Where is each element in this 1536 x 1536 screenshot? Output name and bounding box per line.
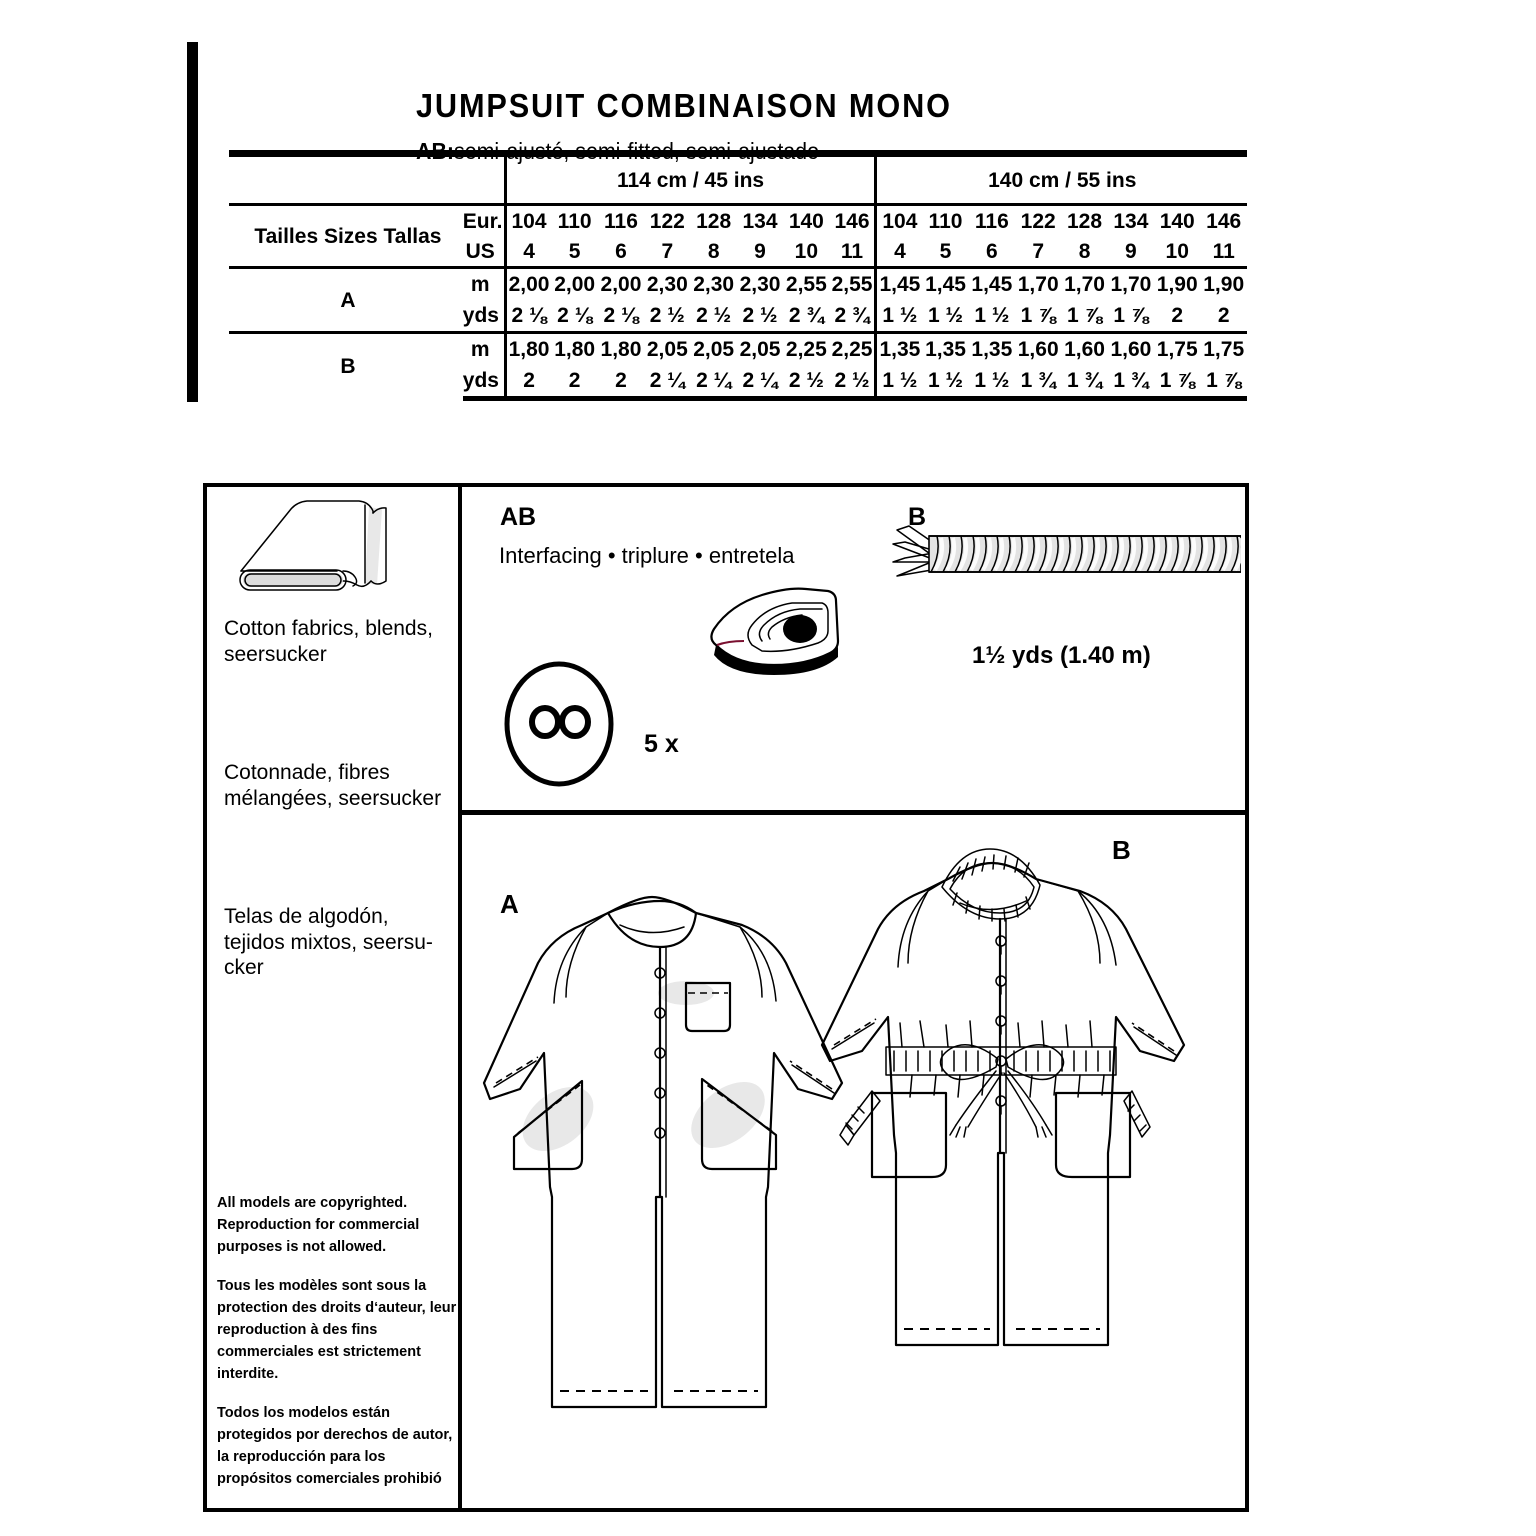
yardage-cell: 2 ½ [696,304,732,327]
yardage-cell: 2,30 [737,268,783,301]
yardage-cell: 1,80 [505,333,551,366]
iron-icon [700,583,852,679]
fabric-suggestion-fr: Cotonnade, fibres mélangées, seersucker [224,761,442,810]
view-label: A [229,268,463,333]
fabric-suggestion-en: Cotton fabrics, blends, seersucker [224,617,433,666]
us-size-cell: 11 [1212,239,1235,263]
yardage-cell: 2 ½ [783,365,829,399]
eur-size-cell: 128 [1061,205,1107,237]
yardage-cell: 1,60 [1061,333,1107,366]
yardage-cell: 1 ¾ [1015,365,1061,399]
us-size-cell: 10 [794,239,819,263]
eur-size-cell: 140 [1154,205,1200,237]
yardage-cell: 1,60 [1015,333,1061,366]
fabric-width-114: 114 cm / 45 ins [505,154,876,205]
yardage-cell: 1 ½ [876,300,922,333]
yardage-cell: 2 ½ [649,304,685,327]
eur-size-cell: 122 [1015,205,1061,237]
us-size-cell: 7 [1032,239,1045,263]
yardage-cell: 2 ⅛ [557,304,593,327]
page-title: JUMPSUIT COMBINAISON MONO [416,87,952,124]
yardage-cell: 2 ¼ [644,365,690,399]
garment-illustrations-panel [462,815,1245,1508]
cord-length-label: 1½ yds (1.40 m) [972,642,1151,669]
yardage-cell: 2,30 [644,268,690,301]
yardage-cell: 2,00 [598,268,644,301]
yardage-cell: 2,05 [644,333,690,366]
yardage-cell: 2 ¼ [737,365,783,399]
eur-size-cell: 128 [690,205,736,237]
yardage-cell: 2,55 [830,268,876,301]
eur-size-cell: 146 [830,205,876,237]
yardage-cell: 1,35 [876,333,922,366]
jumpsuit-view-b-illustration [820,835,1220,1415]
us-size-cell: 4 [876,236,922,268]
unit-yds: yds [462,304,499,327]
copyright-en: All models are copyrighted. Reproduction for commercial purposes is not allowed. [217,1195,420,1256]
us-size-cell: 4 [505,236,551,268]
eur-size-cell: 110 [551,205,597,237]
us-size-cell: 6 [615,239,627,263]
yardage-cell: 2 ⅛ [603,304,639,327]
us-size-cell: 11 [840,239,864,263]
yardage-cell: 1 ⅞ [1067,304,1103,327]
lower-info-panel [203,483,1249,1512]
elastic-cord-icon [889,522,1241,592]
yardage-cell: 2 ½ [742,304,778,327]
yardage-cell: 1,70 [1015,268,1061,301]
button-icon [501,659,617,789]
eur-size-cell: 140 [783,205,829,237]
notions-view-b-label: B [908,503,927,531]
yardage-cell: 1 ½ [922,365,968,399]
yardage-cell: 1,80 [598,333,644,366]
size-row-eur [229,205,1247,237]
fit-description: semi-ajusté, semi-fitted, semi-ajustado [454,138,819,164]
title-block [187,40,1247,164]
yardage-cell: 1 ½ [876,365,922,399]
yardage-cell: 2,25 [830,333,876,366]
eur-size-cell: 122 [644,205,690,237]
yardage-cell: 1 ½ [927,304,964,327]
eur-size-cell: 116 [598,205,644,237]
garment-view-b-label: B [1112,835,1131,865]
fabric-width-header-row [229,154,1247,205]
eur-size-cell: 110 [922,205,968,237]
copyright-fr: Tous les modèles sont sous la protection des droits d‘auteur, leur reproduction à des fins commerciales est strictement interdite. [217,1278,457,1383]
interfacing-label: Interfacing • triplure • entretela [499,543,795,568]
yardage-cell: 2,05 [690,333,736,366]
us-size-cell: 7 [661,239,674,263]
us-size-cell: 5 [939,239,952,263]
yardage-cell: 2 ¼ [690,365,736,399]
size-label: Tailles Sizes Tallas [229,205,463,268]
fabric-bolt-icon [219,493,445,601]
yardage-table [229,150,1247,401]
eur-size-cell: 104 [505,205,551,237]
fabric-width-140: 140 cm / 55 ins [876,154,1247,205]
yardage-cell: 2 [1171,304,1184,327]
yardage-cell: 1 ½ [974,304,1010,327]
unit-yds: yds [463,365,505,399]
yardage-cell: 1,75 [1200,333,1247,366]
view-a-meters-row [229,268,1247,301]
yardage-cell: 1,45 [876,268,922,301]
yardage-cell: 1 ⅞ [1154,365,1200,399]
view-b-meters-row [229,333,1247,366]
yardage-cell: 2 ¾ [788,304,824,327]
yardage-cell: 1,75 [1154,333,1200,366]
yardage-cell: 2,05 [737,333,783,366]
yardage-cell: 1,70 [1108,268,1154,301]
yardage-cell: 2,00 [551,268,597,301]
eur-size-cell: 104 [876,205,922,237]
us-size-cell: 8 [707,239,720,263]
yardage-cell: 2 ⅛ [505,300,551,333]
yardage-cell: 2 [505,365,551,399]
yardage-cell: 2 [551,365,597,399]
yardage-cell: 2,25 [783,333,829,366]
yardage-cell: 2 [598,365,644,399]
eur-size-cell: 116 [969,205,1015,237]
us-size-cell: 9 [1125,239,1137,263]
yardage-cell: 1,35 [922,333,968,366]
yardage-cell: 1,90 [1154,268,1200,301]
fabric-suggestion-es: Telas de algodón, tejidos mixtos, seersu-cker [224,905,433,980]
yardage-cell: 1 ¾ [1108,365,1154,399]
us-size-cell: 8 [1078,239,1091,263]
yardage-cell: 1,45 [969,268,1015,301]
yardage-cell: 1,60 [1108,333,1154,366]
yardage-cell: 1,45 [922,268,968,301]
yardage-cell: 1,80 [551,333,597,366]
fabric-suggestions-column [207,487,462,1508]
notions-views-ab-label: AB [500,503,537,531]
yardage-cell: 2 [1217,304,1230,327]
eur-size-cell: 146 [1200,205,1247,237]
views-prefix: AB: [416,138,455,164]
copyright-block [217,1192,460,1507]
us-size-cell: 6 [986,239,998,263]
yardage-cell: 1 ¾ [1061,365,1107,399]
us-size-cell: 10 [1165,239,1189,263]
us-size-cell: 9 [754,239,766,263]
unit-m: m [463,333,505,366]
yardage-cell: 2,55 [783,268,829,301]
yardage-cell: 1 ⅞ [1200,365,1247,399]
copyright-es: Todos los modelos están protegidos por derechos de autor, la reproducción para los propósitos comerciales prohibió [217,1405,453,1488]
garment-view-a-label: A [500,889,519,919]
yardage-cell: 1 ⅞ [1020,304,1056,327]
notions-panel [462,487,1245,815]
unit-eur: Eur. [463,205,505,237]
spacer-cell [229,154,505,205]
unit-m: m [463,268,505,301]
yardage-cell: 1 ⅞ [1113,304,1149,327]
yardage-cell: 1,70 [1061,268,1107,301]
yardage-cell: 2 ½ [830,365,876,399]
unit-us: US [465,239,495,263]
yardage-cell: 1,90 [1200,268,1247,301]
view-label: B [229,333,463,399]
yardage-cell: 2,30 [690,268,736,301]
eur-size-cell: 134 [737,205,783,237]
eur-size-cell: 134 [1108,205,1154,237]
yardage-cell: 1,35 [969,333,1015,366]
us-size-cell: 5 [568,239,581,263]
yardage-cell: 2,00 [505,268,551,301]
yardage-cell: 2 ¾ [834,304,870,327]
button-count-label: 5 x [644,730,679,758]
yardage-cell: 1 ½ [969,365,1015,399]
